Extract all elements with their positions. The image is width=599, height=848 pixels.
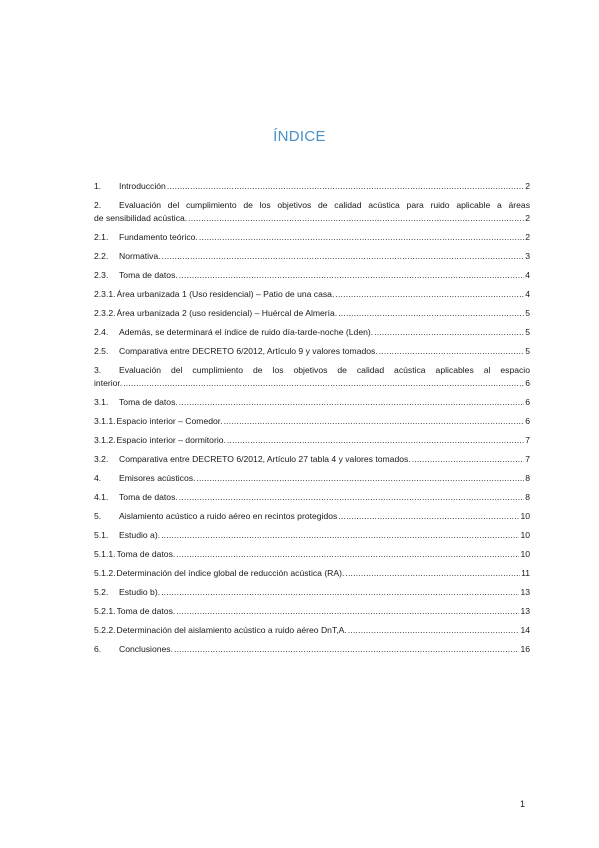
toc-page: 5 — [525, 308, 530, 318]
toc-entry[interactable] — [94, 307, 530, 320]
toc-entry[interactable] — [94, 231, 530, 244]
toc-label: Área urbanizada 1 (Uso residencial) – Patio de una casa. — [116, 289, 335, 299]
toc-entry[interactable] — [94, 415, 530, 428]
toc-leader — [162, 250, 525, 263]
toc-page: 13 — [520, 606, 530, 616]
toc-label: de sensibilidad acústica. — [94, 213, 188, 223]
toc-number: 2.3.1. — [94, 289, 116, 299]
toc-number: 2.1. — [94, 232, 109, 242]
toc-page: 2 — [525, 213, 530, 223]
toc-entry[interactable] — [94, 529, 530, 542]
toc-page: 10 — [520, 511, 530, 521]
toc-number: 2.3. — [94, 270, 109, 280]
toc-label: Comparativa entre DECRETO 6/2012, Artículo 9 y valores tomados. — [119, 346, 378, 356]
toc-page: 5 — [525, 346, 530, 356]
toc-label: Emisores acústicos. — [119, 473, 196, 483]
toc-number: 2.4. — [94, 327, 109, 337]
toc-leader — [167, 180, 524, 193]
toc-leader — [179, 491, 524, 504]
toc-label: Fundamento teórico. — [119, 232, 198, 242]
toc-label: Además, se determinará el índice de ruido día-tarde-noche (Lden). — [119, 327, 374, 337]
toc-label: Toma de datos. — [116, 549, 176, 559]
toc-page: 11 — [521, 568, 530, 578]
toc-number: 5.1.2. — [94, 568, 116, 578]
toc-number: 5.1. — [94, 530, 109, 540]
toc-leader — [338, 307, 524, 320]
toc-label: Toma de datos. — [119, 270, 178, 280]
toc-number: 2.5. — [94, 346, 109, 356]
toc-entry[interactable] — [94, 180, 530, 193]
toc-entry[interactable] — [94, 491, 530, 504]
toc-page: 16 — [520, 644, 530, 654]
toc-label: Introducción — [119, 181, 166, 191]
toc-label: Estudio b). — [119, 587, 161, 597]
toc-leader — [179, 396, 524, 409]
page-number: 1 — [520, 799, 526, 809]
toc-entry[interactable] — [94, 269, 530, 282]
toc-leader — [176, 605, 519, 618]
toc-label: Área urbanizada 2 (uso residencial) – Huércal de Almería. — [116, 308, 338, 318]
toc-entry[interactable] — [94, 288, 530, 301]
toc-leader — [374, 326, 524, 339]
toc-entry[interactable] — [94, 472, 530, 485]
toc-page: 13 — [520, 587, 530, 597]
toc-leader — [196, 472, 524, 485]
toc-leader — [227, 434, 524, 447]
toc-label: Toma de datos. — [116, 606, 176, 616]
table-of-contents — [94, 180, 530, 662]
toc-entry[interactable] — [94, 567, 530, 580]
toc-label: Toma de datos. — [119, 492, 178, 502]
toc-entry[interactable] — [94, 624, 530, 637]
toc-page: 6 — [525, 416, 530, 426]
toc-entry[interactable] — [94, 326, 530, 339]
toc-leader — [199, 231, 524, 244]
toc-number: 5. — [94, 511, 102, 521]
toc-leader — [161, 529, 519, 542]
toc-page: 3 — [525, 251, 530, 261]
toc-number: 2.2. — [94, 251, 109, 261]
toc-number: 2. — [94, 200, 102, 210]
toc-leader — [174, 643, 519, 656]
toc-entry[interactable] — [94, 453, 530, 466]
toc-page: 6 — [525, 397, 530, 407]
toc-page: 4 — [525, 289, 530, 299]
toc-page: 4 — [525, 270, 530, 280]
toc-leader — [379, 345, 524, 358]
toc-page: 2 — [525, 232, 530, 242]
toc-leader — [338, 510, 519, 523]
toc-entry[interactable] — [94, 548, 530, 561]
toc-label: Determinación del aislamiento acústico a ruido aéreo DnT,A. — [116, 625, 347, 635]
toc-number: 5.2. — [94, 587, 109, 597]
toc-page: 2 — [525, 181, 530, 191]
toc-leader — [224, 415, 525, 428]
toc-label: Toma de datos. — [119, 397, 178, 407]
toc-number: 3.1. — [94, 397, 109, 407]
toc-entry[interactable] — [94, 250, 530, 263]
toc-leader — [335, 288, 524, 301]
toc-label: Aislamiento acústico a ruido aéreo en recintos protegidos — [119, 511, 338, 521]
toc-number: 2.3.2. — [94, 308, 116, 318]
toc-label: interior. — [94, 378, 123, 388]
toc-number: 4. — [94, 473, 102, 483]
toc-page: 5 — [525, 327, 530, 337]
toc-page: 7 — [525, 435, 530, 445]
toc-entry[interactable] — [94, 199, 530, 225]
toc-leader — [161, 586, 519, 599]
toc-entry[interactable] — [94, 643, 530, 656]
toc-label: Espacio interior – Comedor. — [116, 416, 223, 426]
toc-entry[interactable] — [94, 510, 530, 523]
toc-page: 10 — [520, 530, 530, 540]
toc-entry[interactable] — [94, 605, 530, 618]
toc-page: 8 — [525, 473, 530, 483]
toc-number: 5.2.1. — [94, 606, 116, 616]
toc-number: 3.1.1. — [94, 416, 116, 426]
toc-label: Comparativa entre DECRETO 6/2012, Artículo 27 tabla 4 y valores tomados. — [119, 454, 411, 464]
toc-entry[interactable] — [94, 434, 530, 447]
toc-entry[interactable] — [94, 586, 530, 599]
toc-number: 1. — [94, 181, 102, 191]
toc-label: Espacio interior – dormitorio. — [116, 435, 226, 445]
toc-page: 6 — [525, 378, 530, 388]
toc-number: 3.2. — [94, 454, 109, 464]
toc-leader — [176, 548, 519, 561]
toc-page: 7 — [525, 454, 530, 464]
toc-leader — [179, 269, 524, 282]
toc-number: 5.2.2. — [94, 625, 116, 635]
toc-leader — [188, 212, 524, 225]
toc-label: Determinación del índice global de reducción acústica (RA). — [116, 568, 345, 578]
toc-label-line1: Evaluación del cumplimiento de los objetivos de calidad acústica para ruido aplicable a áreas — [119, 200, 530, 210]
toc-label-line1: Evaluación del cumplimiento de los objetivos de calidad acústica aplicables al espacio — [119, 365, 530, 375]
toc-page: 14 — [520, 625, 530, 635]
toc-leader — [345, 567, 520, 580]
toc-label: Conclusiones. — [119, 644, 173, 654]
toc-label: Normativa. — [119, 251, 161, 261]
toc-leader — [348, 624, 520, 637]
toc-number: 6. — [94, 644, 102, 654]
toc-entry[interactable] — [94, 364, 530, 390]
toc-page: 10 — [520, 549, 530, 559]
toc-leader — [412, 453, 525, 466]
toc-leader — [123, 377, 524, 390]
toc-number: 4.1. — [94, 492, 109, 502]
toc-entry[interactable] — [94, 396, 530, 409]
toc-number: 3. — [94, 365, 102, 375]
toc-entry[interactable] — [94, 345, 530, 358]
toc-label: Estudio a). — [119, 530, 161, 540]
page-title: ÍNDICE — [273, 128, 326, 145]
toc-number: 3.1.2. — [94, 435, 116, 445]
toc-page: 8 — [525, 492, 530, 502]
toc-number: 5.1.1. — [94, 549, 116, 559]
